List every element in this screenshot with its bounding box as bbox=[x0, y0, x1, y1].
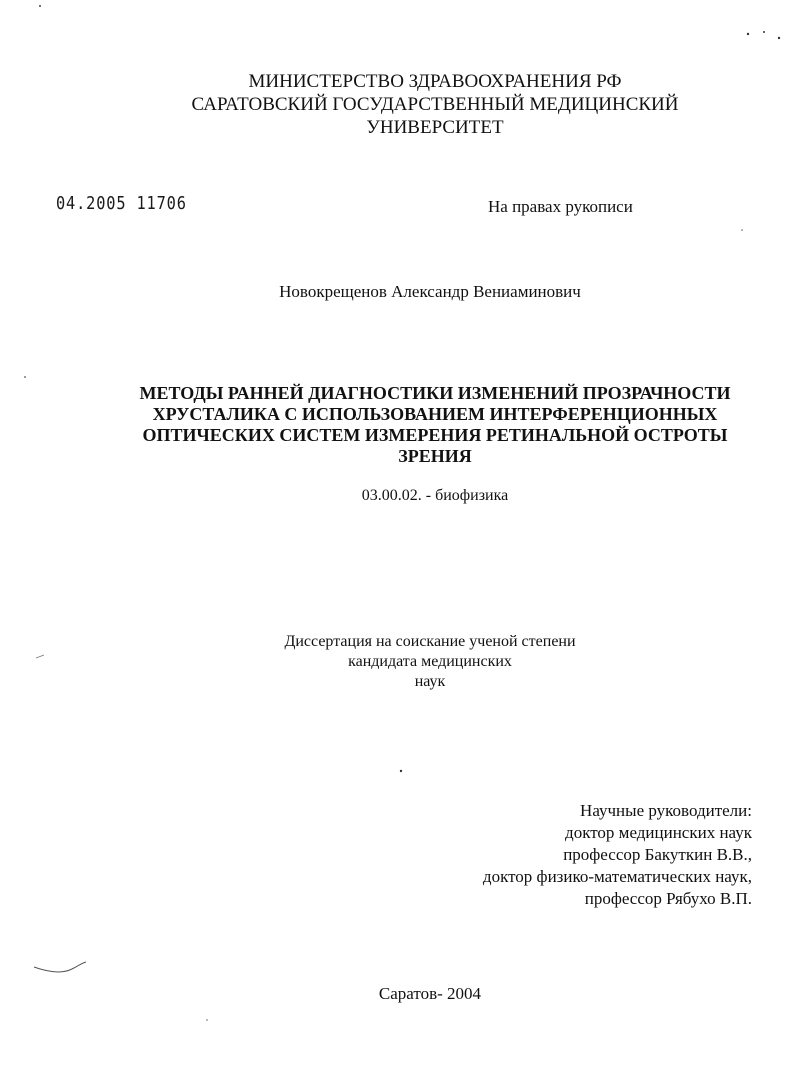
university-line-end: УНИВЕРСИТЕТ bbox=[366, 117, 504, 138]
supervisor-1-name: профессор Бакуткин В.В., bbox=[563, 845, 752, 864]
scan-speck bbox=[24, 376, 26, 378]
ministry-line: МИНИСТЕРСТВО ЗДРАВООХРАНЕНИЯ РФ bbox=[248, 71, 622, 92]
scan-speck bbox=[206, 1019, 208, 1021]
pen-stroke-mark bbox=[34, 962, 86, 972]
scan-speck bbox=[39, 5, 41, 7]
title-line-1: МЕТОДЫ РАННЕЙ ДИАГНОСТИКИ ИЗМЕНЕНИЙ ПРОЗРАЧНОСТИ bbox=[139, 383, 731, 403]
author-name: Новокрещенов Александр Вениаминович bbox=[279, 282, 581, 301]
scan-speck bbox=[763, 31, 765, 33]
specialty-code: 03.00.02. - биофизика bbox=[361, 487, 509, 504]
archive-stamp-number: 04.2005 11706 bbox=[56, 193, 187, 214]
manuscript-rights-note: На правах рукописи bbox=[488, 197, 633, 216]
degree-line-2: кандидата медицинских bbox=[348, 653, 512, 670]
city-and-year: Саратов- 2004 bbox=[378, 984, 482, 1003]
scan-speck bbox=[400, 770, 402, 772]
supervisor-2-name: профессор Рябухо В.П. bbox=[584, 889, 752, 908]
scan-speck bbox=[741, 229, 743, 231]
title-line-4: ЗРЕНИЯ bbox=[398, 446, 472, 466]
scan-speck bbox=[747, 33, 749, 35]
scan-speck bbox=[36, 655, 44, 658]
degree-line-1: Диссертация на соискание ученой степени bbox=[284, 633, 576, 650]
scan-speck bbox=[778, 37, 780, 39]
title-line-2: ХРУСТАЛИКА С ИСПОЛЬЗОВАНИЕМ ИНТЕРФЕРЕНЦИОННЫХ bbox=[152, 404, 718, 424]
supervisor-2-degree: доктор физико-математических наук, bbox=[482, 867, 752, 886]
supervisor-1-degree: доктор медицинских наук bbox=[565, 823, 752, 842]
university-line: САРАТОВСКИЙ ГОСУДАРСТВЕННЫЙ МЕДИЦИНСКИЙ bbox=[191, 94, 679, 115]
supervisors-heading: Научные руководители: bbox=[580, 801, 752, 820]
degree-line-3: наук bbox=[414, 673, 446, 690]
title-line-3: ОПТИЧЕСКИХ СИСТЕМ ИЗМЕРЕНИЯ РЕТИНАЛЬНОЙ ОСТРОТЫ bbox=[142, 425, 728, 445]
